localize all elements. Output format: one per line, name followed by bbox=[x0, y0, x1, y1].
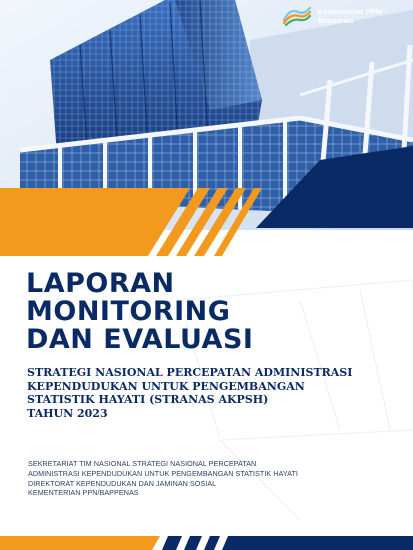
report-title bbox=[26, 270, 253, 354]
publisher-line4: KEMENTERIAN PPN/BAPPENAS bbox=[28, 488, 139, 498]
report-title-line1: LAPORAN bbox=[26, 268, 175, 299]
ministry-name-line2: Bappenas bbox=[318, 15, 354, 25]
ministry-name bbox=[318, 8, 383, 25]
report-subtitle-line3: STATISTIK HAYATI (STRANAS AKPSH) bbox=[27, 393, 269, 406]
publisher-block bbox=[28, 459, 298, 498]
bottom-orange-bar bbox=[0, 536, 160, 550]
report-subtitle-line4: TAHUN 2023 bbox=[27, 406, 108, 420]
ministry-logo bbox=[282, 4, 410, 26]
report-subtitle-line2: KEPENDUDUKAN UNTUK PENGEMBANGAN bbox=[27, 379, 305, 393]
publisher-line3: DIREKTORAT KEPENDUDUKAN DAN JAMINAN SOSIAL bbox=[28, 478, 217, 488]
publisher-line2: ADMINISTRASI KEPENDUDUKAN UNTUK PENGEMBANGAN STATISTIK HAYATI bbox=[28, 468, 298, 478]
report-subtitle bbox=[27, 366, 352, 420]
report-title-line3: DAN EVALUASI bbox=[26, 324, 254, 355]
ministry-name-line1: Kementerian PPN/ bbox=[318, 7, 384, 16]
publisher-line1: SEKRETARIAT TIM NASIONAL STRATEGI NASIONAL PERCEPATAN bbox=[28, 459, 257, 468]
bappenas-wave-logo-icon bbox=[282, 4, 312, 26]
report-subtitle-line1: STRATEGI NASIONAL PERCEPATAN ADMINISTRASI bbox=[27, 366, 353, 379]
report-title-line2: MONITORING bbox=[26, 296, 231, 327]
